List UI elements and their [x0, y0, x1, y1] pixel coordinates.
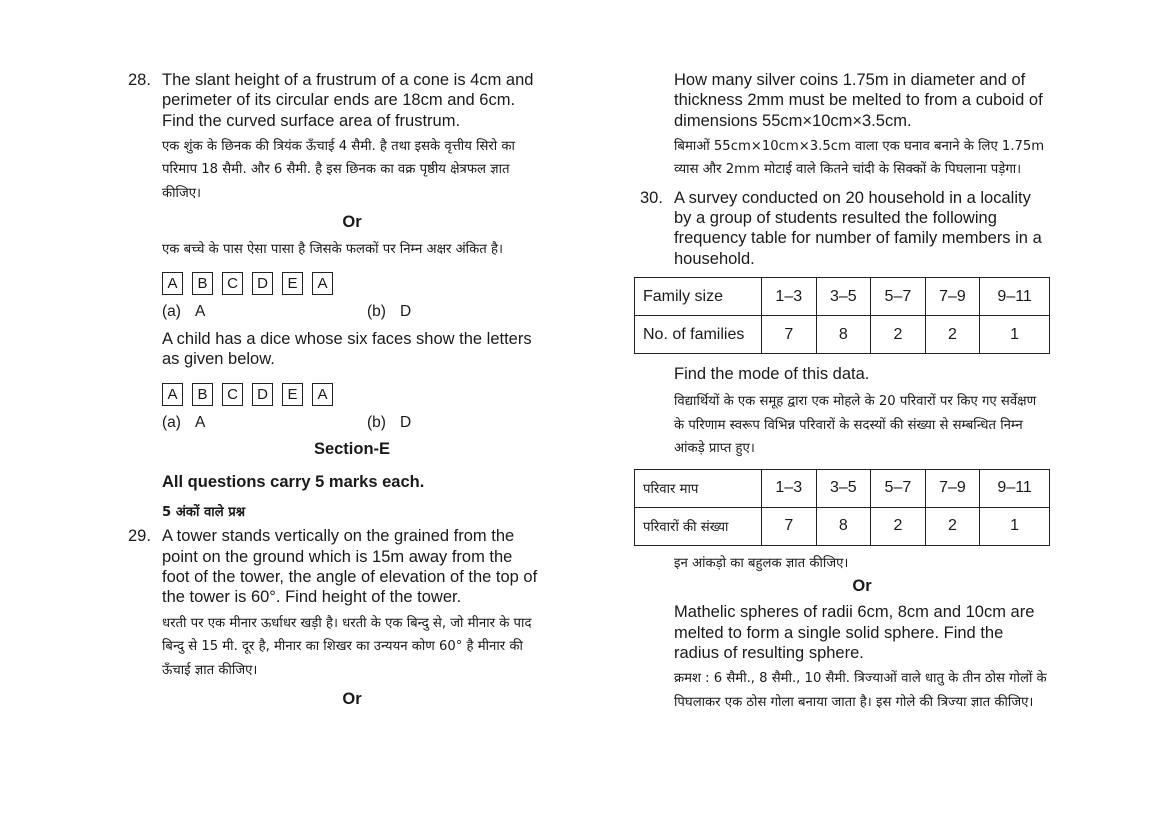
section-heading: Section-E: [313, 440, 391, 459]
row-header: Family size: [635, 278, 762, 316]
question-number: 28.: [128, 71, 151, 89]
table-cell: 2: [925, 507, 980, 545]
question-28: [122, 70, 542, 520]
table-cell: 2: [871, 507, 926, 545]
right-column: [634, 70, 1050, 714]
question-text-english: A survey conducted on 20 household in a locality by a group of students resulted the following frequency table for number of family members in a household.: [674, 188, 1042, 268]
dice-face-letter: A: [162, 272, 183, 295]
table-row: [635, 278, 1050, 316]
or-separator: Or: [852, 577, 872, 596]
question-number: 30.: [640, 188, 663, 207]
table-cell: 7–9: [925, 469, 980, 507]
table-cell: 5–7: [871, 278, 926, 316]
option-b: (b) D: [367, 414, 412, 432]
table-cell: 7: [762, 316, 817, 354]
left-column: [122, 70, 542, 715]
table-cell: 8: [816, 316, 871, 354]
table-cell: 2: [925, 316, 980, 354]
table-cell: 7–9: [925, 278, 980, 316]
table-cell: 1: [980, 316, 1050, 354]
table-row: [635, 507, 1050, 545]
table-cell: 1: [980, 507, 1050, 545]
table-cell: 1–3: [762, 469, 817, 507]
alt-question-english: Mathelic spheres of radii 6cm, 8cm and 10cm are melted to form a single solid sphere. Find the radius of resulting sphere.: [674, 603, 1035, 662]
option-a: (a) A: [162, 414, 206, 432]
question-29-continued: [634, 70, 1050, 182]
dice-face-letter: D: [252, 383, 273, 406]
table-row: [635, 469, 1050, 507]
dice-face-letter: D: [252, 272, 273, 295]
table-cell: 3–5: [816, 278, 871, 316]
table-cell: 9–11: [980, 278, 1050, 316]
alt-question-hindi: क्रमश : 6 सैमी., 8 सैमी., 10 सैमी. त्रिज्याओं वाले धातु के तीन ठोस गोलों के पिघलाकर एक ठोस गोला बनाया जाता है। इस गोले की त्रिज्या ज्ञात कीजिए।: [674, 671, 1047, 710]
table-row: [635, 316, 1050, 354]
dice-face-letter: A: [312, 272, 333, 295]
options: [162, 303, 542, 325]
row-header: परिवारों की संख्या: [635, 507, 762, 545]
dice-letters-2: [162, 383, 542, 406]
table-cell: 8: [816, 507, 871, 545]
marks-note-hindi: 5 अंकों वाले प्रश्न: [162, 505, 246, 521]
dice-face-letter: A: [312, 383, 333, 406]
frequency-table-english: [634, 277, 1050, 354]
question-29: [122, 526, 542, 709]
question-text-english: A tower stands vertically on the grained from the point on the ground which is 15m away from the foot of the tower, the angle of elevation of the top of the tower is 60°. Find height of the tower.: [162, 527, 538, 607]
table-cell: 7: [762, 507, 817, 545]
table-cell: 2: [871, 316, 926, 354]
or-separator: Or: [342, 213, 362, 232]
dice-face-letter: E: [282, 383, 303, 406]
question-text-english: How many silver coins 1.75m in diameter and of thickness 2mm must be melted to from a cuboid of dimensions 55cm×10cm×3.5cm.: [674, 71, 1043, 130]
dice-face-letter: E: [282, 272, 303, 295]
dice-letters: [162, 272, 542, 295]
question-text-hindi: विद्यार्थियों के एक समूह द्वारा एक मोहले के 20 परिवारों पर किए गए सर्वेक्षण के परिणाम स्वरूप विभिन्न परिवारों के सदस्यों की संख्या से सम्बन्धित निम्न आंकड़े प्राप्त हुए।: [674, 394, 1037, 457]
question-30: [634, 188, 1050, 269]
question-text-hindi: धरती पर एक मीनार ऊर्धाधर खड़ी है। धरती के एक बिन्दु से, जो मीनार के पाद बिन्दु से 15 मी. दूर है, मीनार का शिखर का उन्ययन कोण 60° है मीनार की ऊँचाई ज्ञात कीजिए।: [162, 615, 532, 678]
frequency-table-hindi: [634, 469, 1050, 546]
find-mode-hindi: इन आंकड़ो का बहुलक ज्ञात कीजिए।: [674, 555, 849, 571]
dice-face-letter: B: [192, 272, 213, 295]
question-30-part-2: [634, 364, 1050, 461]
table-cell: 1–3: [762, 278, 817, 316]
question-30-part-3: [634, 552, 1050, 714]
row-header: परिवार माप: [635, 469, 762, 507]
question-number: 29.: [128, 527, 151, 546]
dice-face-letter: A: [162, 383, 183, 406]
table-cell: 3–5: [816, 469, 871, 507]
alt-question-english: A child has a dice whose six faces show the letters as given below.: [162, 329, 532, 369]
dice-face-letter: C: [222, 272, 243, 295]
dice-face-letter: C: [222, 383, 243, 406]
option-b: (b) D: [367, 302, 412, 320]
question-text-english: The slant height of a frustrum of a cone is 4cm and perimeter of its circular ends are 18cm and 6cm. Find the curved surface area of frustrum.: [162, 71, 534, 130]
option-a: (a) A: [162, 302, 206, 320]
alt-question-hindi: एक बच्चे के पास ऐसा पासा है जिसके फलकों पर निम्न अक्षर अंकित है।: [162, 242, 503, 258]
options-2: [162, 414, 542, 436]
or-separator: Or: [342, 690, 362, 709]
dice-face-letter: B: [192, 383, 213, 406]
question-text-hindi: बिमाओं 55cm×10cm×3.5cm वाला एक घनाव बनाने के लिए 1.75m व्यास और 2mm मोटाई वाले कितने चांदी के सिक्कों के पिघलाना पड़ेगा।: [674, 138, 1045, 178]
table-cell: 9–11: [980, 469, 1050, 507]
find-mode-text: Find the mode of this data.: [674, 365, 870, 384]
table-cell: 5–7: [871, 469, 926, 507]
marks-note: All questions carry 5 marks each.: [162, 473, 425, 492]
question-text-hindi: एक शुंक के छिनक की त्रियंक ऊँचाई 4 सैमी. है तथा इसके वृत्तीय सिरो का परिमाप 18 सैमी. और 6 सैमी. है इस छिनक का वक्र पृष्ठीय क्षेत्रफल ज्ञात कीजिए।: [162, 138, 515, 201]
row-header: No. of families: [635, 316, 762, 354]
